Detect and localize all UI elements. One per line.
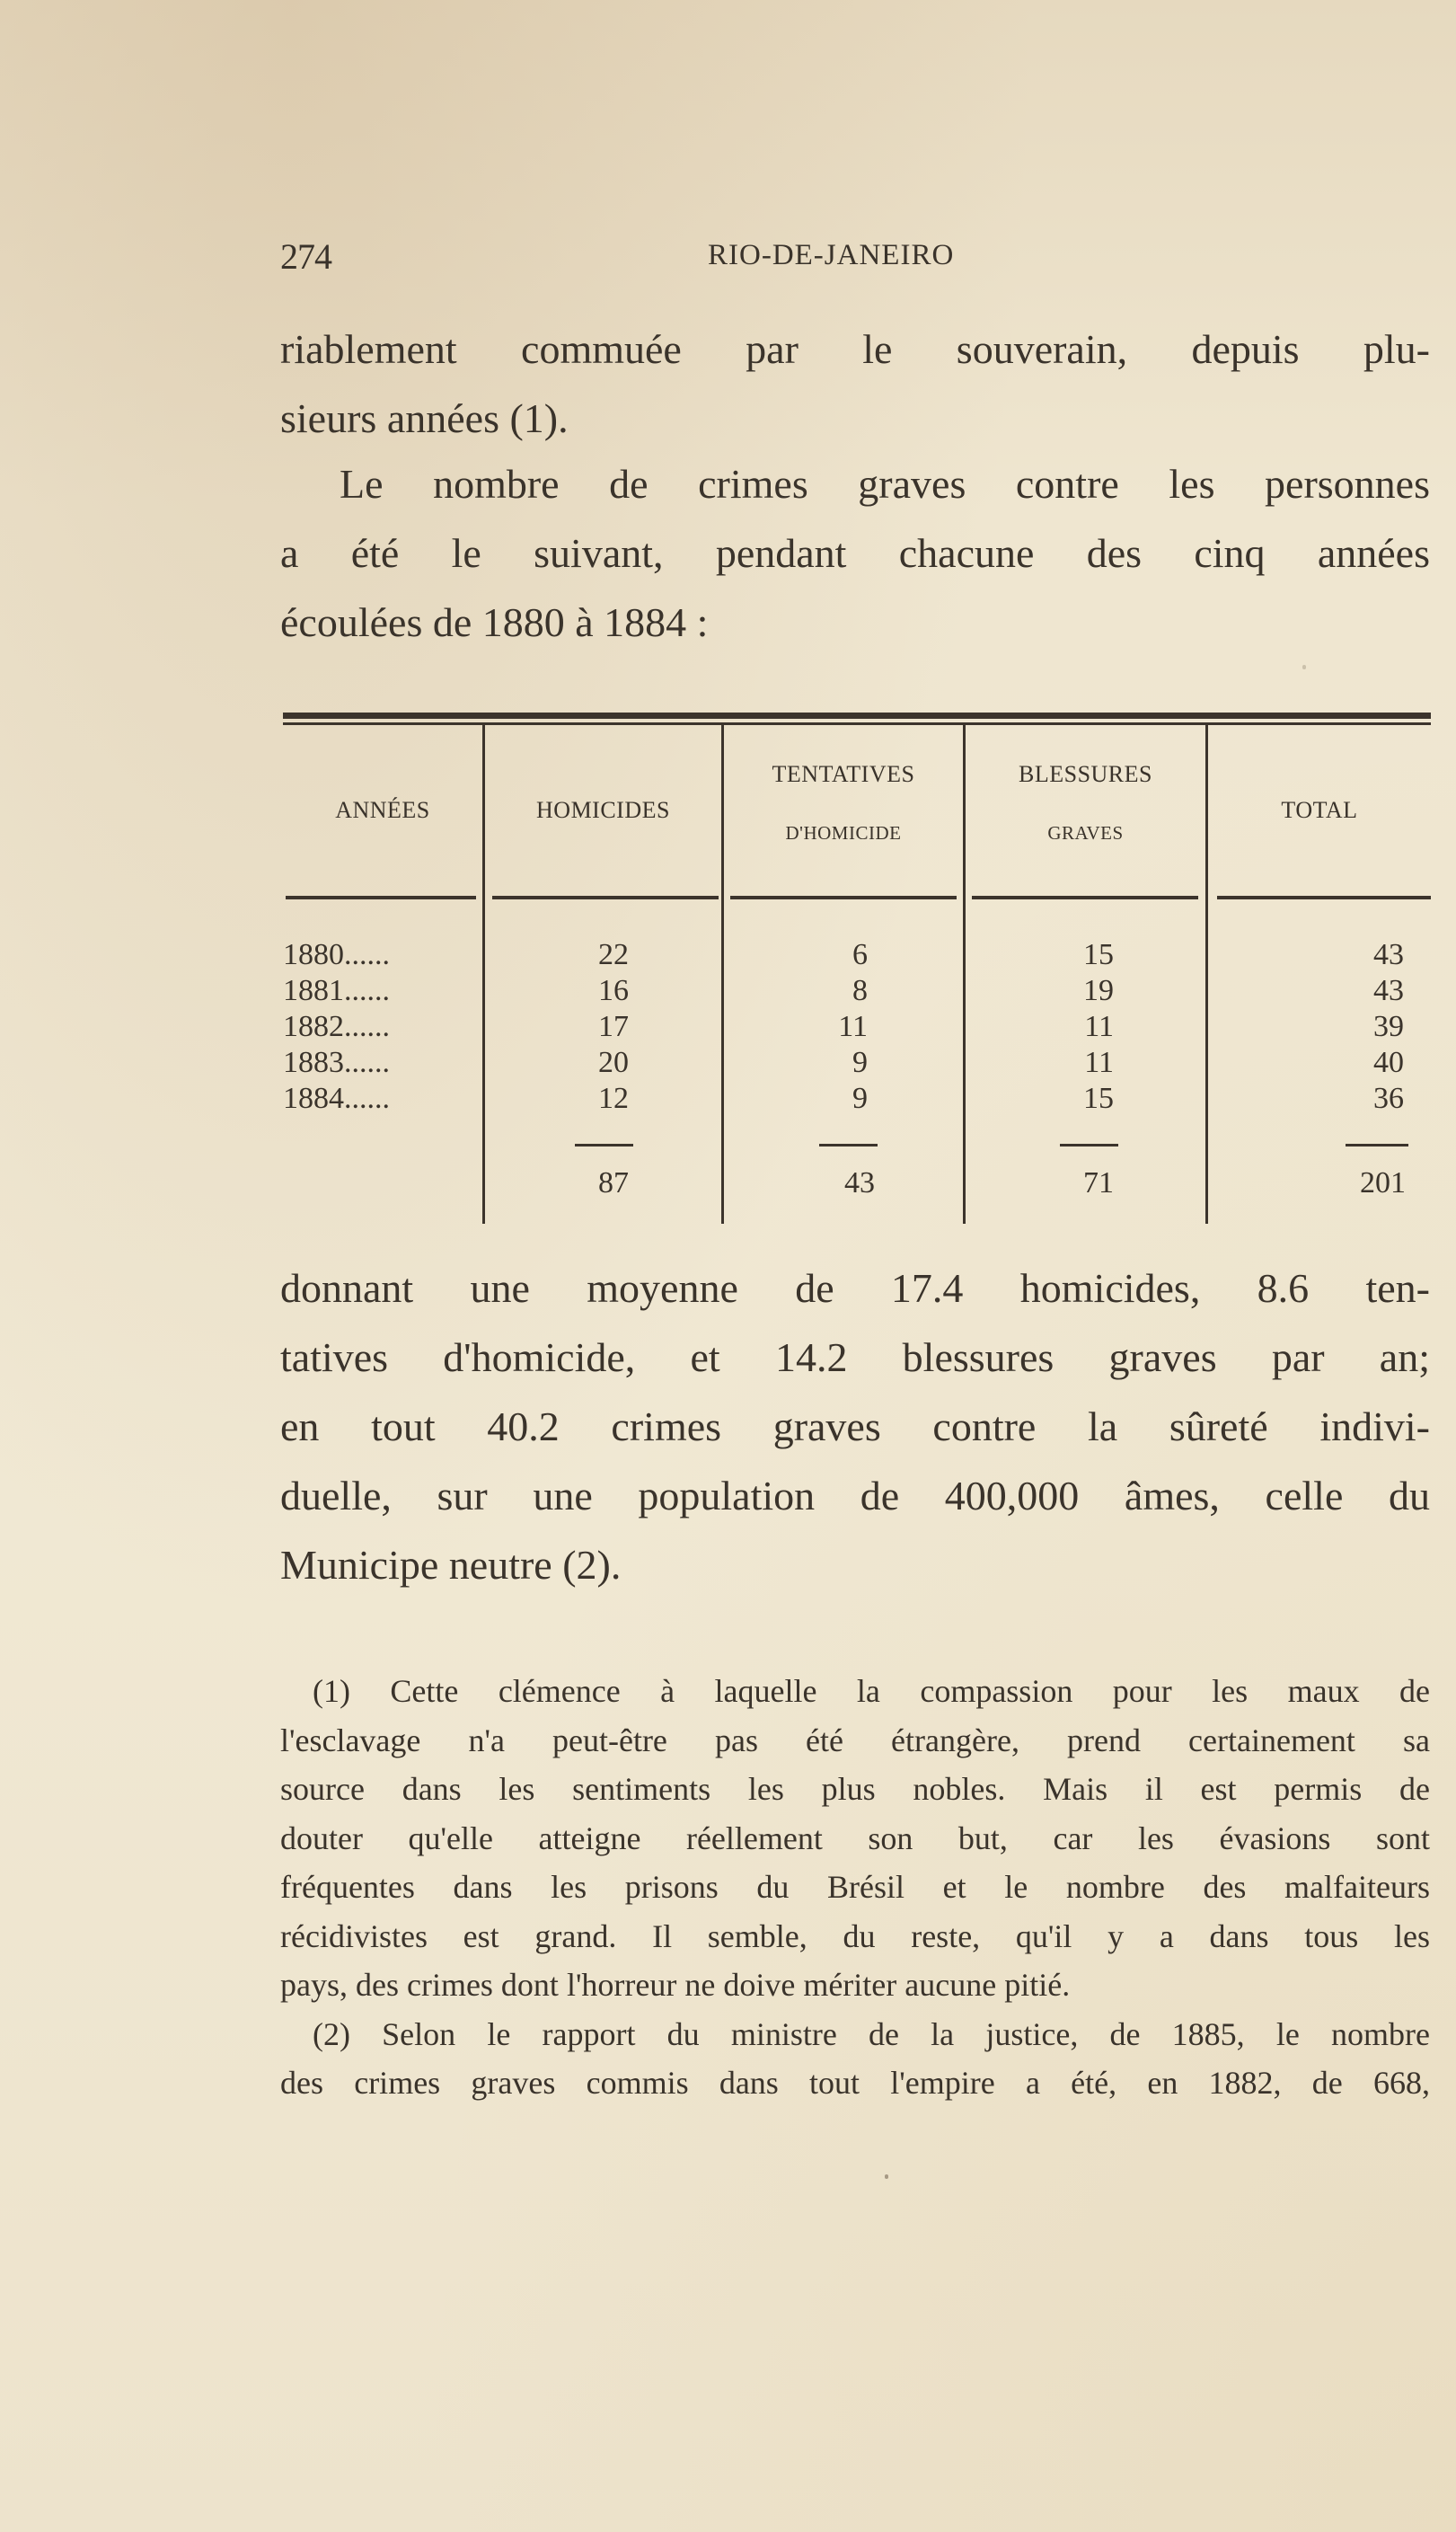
cell-blessures: 15 xyxy=(1083,1082,1114,1115)
cell-tentatives: 6 xyxy=(852,938,868,971)
running-title: RIO-DE-JANEIRO xyxy=(708,239,955,271)
footnote-line: source dans les sentiments les plus nobles. Mais il est permis de xyxy=(280,1771,1430,1807)
cell-tentatives: 9 xyxy=(852,1046,868,1079)
cell-total: 43 xyxy=(1373,938,1404,971)
cell-total: 36 xyxy=(1373,1082,1404,1115)
cell-homicides: 16 xyxy=(598,974,629,1007)
text-line: donnant une moyenne de 17.4 homicides, 8.6 ten- xyxy=(280,1265,1430,1311)
footnote-line: douter qu'elle atteigne réellement son but, car les évasions sont xyxy=(280,1819,1430,1856)
footnote-1 xyxy=(280,1667,1430,2010)
table-top-rule-thick xyxy=(283,713,1431,719)
header-rule xyxy=(1217,896,1431,899)
paragraph-intro-table xyxy=(280,449,1430,657)
footnote-2 xyxy=(280,2010,1430,2108)
header-rule xyxy=(492,896,719,899)
table-row-year: 1884...... xyxy=(283,1082,390,1115)
text-line: duelle, sur une population de 400,000 âmes, celle du xyxy=(280,1473,1430,1518)
header-tentatives: TENTATIVES D'HOMICIDE xyxy=(772,761,915,844)
header-total: TOTAL xyxy=(1281,797,1358,823)
cell-tentatives: 9 xyxy=(852,1082,868,1115)
text-line: en tout 40.2 crimes graves contre la sûreté indivi- xyxy=(280,1403,1430,1449)
cell-tentatives: 8 xyxy=(852,974,868,1007)
total-homicides: 87 xyxy=(598,1166,629,1200)
cell-total: 39 xyxy=(1373,1010,1404,1043)
paper-speck xyxy=(885,2174,888,2179)
footnote-line: pays, des crimes dont l'horreur ne doive mériter aucune pitié. xyxy=(280,1967,1071,2003)
header-rule xyxy=(972,896,1198,899)
sum-rule xyxy=(1346,1144,1408,1146)
sum-rule xyxy=(1060,1144,1118,1146)
header-rule xyxy=(730,896,957,899)
header-blessures: BLESSURES GRAVES xyxy=(1019,761,1152,844)
text-line: écoulées de 1880 à 1884 : xyxy=(280,599,709,645)
text-line: tatives d'homicide, et 14.2 blessures graves par an; xyxy=(280,1334,1430,1380)
total-tentatives: 43 xyxy=(844,1166,875,1200)
cell-total: 43 xyxy=(1373,974,1404,1007)
crime-statistics-table xyxy=(283,713,1431,1228)
cell-blessures: 11 xyxy=(1084,1010,1114,1043)
footnote-line: (1) Cette clémence à laquelle la compassion pour les maux de xyxy=(313,1673,1430,1709)
footnote-line: fréquentes dans les prisons du Brésil et le nombre des malfaiteurs xyxy=(280,1869,1430,1905)
header-rule xyxy=(286,896,476,899)
sum-rule xyxy=(819,1144,878,1146)
cell-homicides: 17 xyxy=(598,1010,629,1043)
text-line: a été le suivant, pendant chacune des cinq années xyxy=(280,530,1430,576)
table-body xyxy=(283,725,1431,1228)
footnote-line: des crimes graves commis dans tout l'empire a été, en 1882, de 668, xyxy=(280,2065,1430,2101)
cell-homicides: 12 xyxy=(598,1082,629,1115)
text-line: Le nombre de crimes graves contre les personnes xyxy=(340,461,1430,507)
cell-homicides: 20 xyxy=(598,1046,629,1079)
cell-blessures: 15 xyxy=(1083,938,1114,971)
cell-blessures: 11 xyxy=(1084,1046,1114,1079)
text-line: Municipe neutre (2). xyxy=(280,1542,622,1588)
paper-speck xyxy=(1302,665,1306,669)
paragraph-continuation xyxy=(280,314,1430,453)
header-homicides: HOMICIDES xyxy=(536,797,670,823)
table-row-year: 1883...... xyxy=(283,1046,390,1079)
footnote-line: récidivistes est grand. Il semble, du reste, qu'il y a dans tous les xyxy=(280,1917,1430,1954)
cell-total: 40 xyxy=(1373,1046,1404,1079)
cell-homicides: 22 xyxy=(598,938,629,971)
footnotes xyxy=(280,1667,1430,2108)
footnote-line: l'esclavage n'a peut-être pas été étrangère, prend certainement sa xyxy=(280,1722,1430,1758)
header-annees: ANNÉES xyxy=(335,797,430,823)
table-row-year: 1882...... xyxy=(283,1010,390,1043)
total-blessures: 71 xyxy=(1083,1166,1114,1200)
text-line: riablement commuée par le souverain, depuis plu- xyxy=(280,326,1430,372)
footnote-line: (2) Selon le rapport du ministre de la justice, de 1885, le nombre xyxy=(313,2015,1430,2052)
cell-blessures: 19 xyxy=(1083,974,1114,1007)
table-row-year: 1880...... xyxy=(283,938,390,971)
cell-tentatives: 11 xyxy=(838,1010,868,1043)
running-head xyxy=(280,235,1430,280)
paragraph-averages xyxy=(280,1253,1430,1599)
page-number: 274 xyxy=(280,236,331,277)
total-total: 201 xyxy=(1360,1166,1406,1200)
sum-rule xyxy=(575,1144,633,1146)
table-row-year: 1881...... xyxy=(283,974,390,1007)
text-line: sieurs années (1). xyxy=(280,395,569,441)
